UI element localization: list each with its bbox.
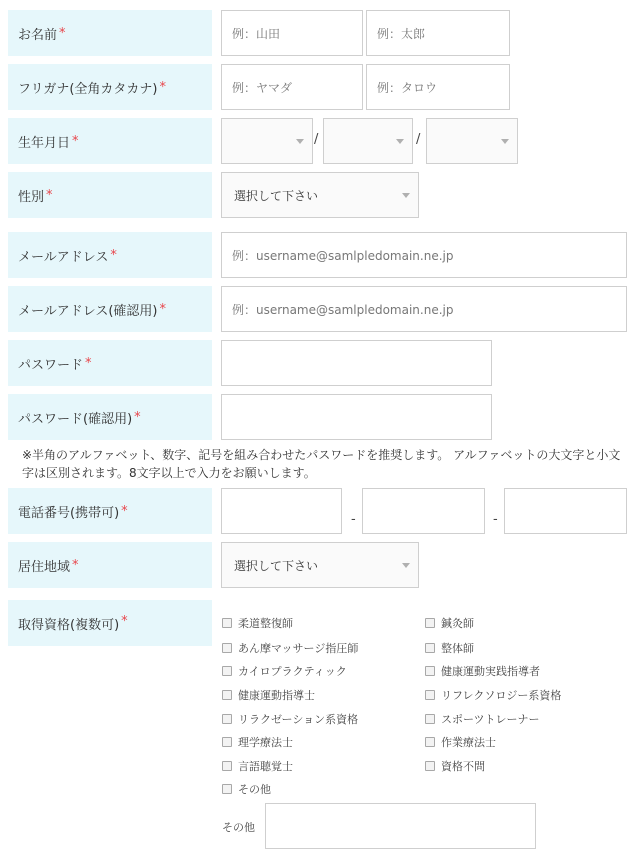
required-mark: * bbox=[46, 187, 53, 203]
qualification-checkbox[interactable]: 言語聴覚士 bbox=[222, 758, 293, 774]
checkbox-icon[interactable] bbox=[425, 737, 435, 747]
required-mark: * bbox=[110, 247, 117, 263]
email-confirm-input[interactable]: 例：username@samlpledomain.ne.jp bbox=[221, 286, 627, 332]
qualification-checkbox[interactable]: 柔道整復師 bbox=[222, 615, 293, 631]
label-password: パスワード * bbox=[8, 340, 212, 386]
checkbox-icon[interactable] bbox=[425, 690, 435, 700]
label-phone: 電話番号(携帯可) * bbox=[8, 488, 212, 534]
phone-separator: - bbox=[493, 512, 498, 527]
label-kana: フリガナ(全角カタカナ) * bbox=[8, 64, 212, 110]
checkbox-icon[interactable] bbox=[222, 618, 232, 628]
required-mark: * bbox=[121, 503, 128, 519]
required-mark: * bbox=[72, 133, 79, 149]
last-name-kana-input[interactable]: 例：ヤマダ bbox=[221, 64, 363, 110]
qualification-checkbox[interactable]: 資格不問 bbox=[425, 758, 485, 774]
phone-part3-input[interactable] bbox=[504, 488, 627, 534]
phone-part2-input[interactable] bbox=[362, 488, 485, 534]
required-mark: * bbox=[134, 409, 141, 425]
chevron-down-icon bbox=[501, 139, 509, 144]
qualification-checkbox[interactable]: 作業療法士 bbox=[425, 734, 496, 750]
gender-select[interactable]: 選択して下さい bbox=[221, 172, 419, 218]
checkbox-icon[interactable] bbox=[425, 643, 435, 653]
label-name: お名前 * bbox=[8, 10, 212, 56]
qualification-checkbox[interactable]: 理学療法士 bbox=[222, 734, 293, 750]
label-qualifications: 取得資格(複数可) * bbox=[8, 600, 212, 646]
label-password-confirm: パスワード(確認用) * bbox=[8, 394, 212, 440]
chevron-down-icon bbox=[396, 139, 404, 144]
chevron-down-icon bbox=[402, 563, 410, 568]
checkbox-icon[interactable] bbox=[425, 666, 435, 676]
region-select[interactable]: 選択して下さい bbox=[221, 542, 419, 588]
password-note: ※半角のアルファベット、数字、記号を組み合わせたパスワードを推奨します。 アルファベットの大文字と小文字は区別されます。8文字以上で入力をお願いします。 bbox=[22, 448, 621, 480]
email-input[interactable]: 例：username@samlpledomain.ne.jp bbox=[221, 232, 627, 278]
qualification-checkbox[interactable]: 整体師 bbox=[425, 640, 474, 656]
other-qualification-input[interactable] bbox=[265, 803, 536, 849]
checkbox-icon[interactable] bbox=[222, 714, 232, 724]
birth-day-select[interactable] bbox=[426, 118, 518, 164]
phone-separator: - bbox=[351, 512, 356, 527]
required-mark: * bbox=[159, 301, 166, 317]
required-mark: * bbox=[59, 25, 66, 41]
chevron-down-icon bbox=[296, 139, 304, 144]
label-region: 居住地域 * bbox=[8, 542, 212, 588]
checkbox-icon[interactable] bbox=[222, 784, 232, 794]
qualification-checkbox[interactable]: リラクゼーション系資格 bbox=[222, 711, 358, 727]
label-birthdate: 生年月日 * bbox=[8, 118, 212, 164]
qualification-checkbox[interactable]: 健康運動実践指導者 bbox=[425, 663, 540, 679]
label-email-confirm: メールアドレス(確認用) * bbox=[8, 286, 212, 332]
qualification-checkbox[interactable]: スポーツトレーナー bbox=[425, 711, 540, 727]
qualification-checkbox[interactable]: カイロプラクティック bbox=[222, 663, 347, 679]
last-name-input[interactable]: 例：山田 bbox=[221, 10, 363, 56]
birth-year-select[interactable] bbox=[221, 118, 313, 164]
first-name-input[interactable]: 例：太郎 bbox=[366, 10, 510, 56]
checkbox-icon[interactable] bbox=[222, 666, 232, 676]
date-separator: / bbox=[416, 132, 421, 147]
required-mark: * bbox=[72, 557, 79, 573]
other-qualification-label: その他 bbox=[222, 821, 255, 834]
qualification-checkbox[interactable]: あん摩マッサージ指圧師 bbox=[222, 640, 358, 656]
checkbox-icon[interactable] bbox=[222, 643, 232, 653]
label-email: メールアドレス * bbox=[8, 232, 212, 278]
qualification-checkbox[interactable]: 鍼灸師 bbox=[425, 615, 474, 631]
password-confirm-input[interactable] bbox=[221, 394, 492, 440]
chevron-down-icon bbox=[402, 193, 410, 198]
date-separator: / bbox=[314, 132, 319, 147]
checkbox-icon[interactable] bbox=[425, 618, 435, 628]
required-mark: * bbox=[121, 614, 128, 629]
checkbox-icon[interactable] bbox=[222, 690, 232, 700]
birth-month-select[interactable] bbox=[323, 118, 413, 164]
checkbox-icon[interactable] bbox=[222, 761, 232, 771]
qualification-checkbox[interactable]: その他 bbox=[222, 781, 271, 797]
phone-part1-input[interactable] bbox=[221, 488, 342, 534]
first-name-kana-input[interactable]: 例：タロウ bbox=[366, 64, 510, 110]
required-mark: * bbox=[159, 79, 166, 95]
password-input[interactable] bbox=[221, 340, 492, 386]
qualification-checkbox[interactable]: リフレクソロジー系資格 bbox=[425, 687, 561, 703]
required-mark: * bbox=[85, 355, 92, 371]
checkbox-icon[interactable] bbox=[425, 761, 435, 771]
label-gender: 性別 * bbox=[8, 172, 212, 218]
checkbox-icon[interactable] bbox=[222, 737, 232, 747]
qualification-checkbox[interactable]: 健康運動指導士 bbox=[222, 687, 315, 703]
checkbox-icon[interactable] bbox=[425, 714, 435, 724]
